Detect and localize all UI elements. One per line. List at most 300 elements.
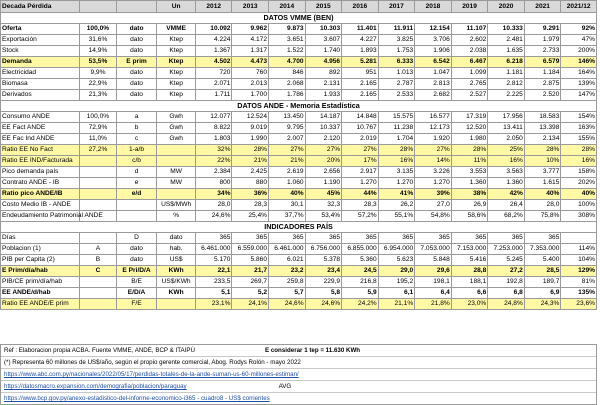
table-row <box>1 112 597 123</box>
table-cell: F/E <box>116 299 157 310</box>
header-cell: Un <box>157 1 196 13</box>
table-cell: 2.765 <box>451 79 488 90</box>
table-cell: 5,2 <box>232 288 269 299</box>
table-cell: 4.502 <box>195 57 232 68</box>
table-cell: 3.135 <box>378 167 415 178</box>
table-cell: 5,9 <box>342 288 379 299</box>
table-cell: b <box>116 123 157 134</box>
table-cell: 14.848 <box>342 112 379 123</box>
table-cell: 23,2 <box>269 266 306 277</box>
table-cell: 7.253.000 <box>488 244 525 255</box>
table-cell: 36% <box>232 189 269 200</box>
row-label: Endeudamiento Patrimonial ANDE <box>1 211 80 222</box>
table-cell: 5.848 <box>415 255 452 266</box>
table-cell: 53,4% <box>305 211 342 222</box>
table-cell: 28,0 <box>195 200 232 211</box>
table-cell: 34% <box>195 189 232 200</box>
table-cell: dato <box>116 90 157 101</box>
table-cell: 30,1 <box>269 200 306 211</box>
table-cell: 365 <box>451 233 488 244</box>
table-cell: 6.559.000 <box>232 244 269 255</box>
table-cell: 72,9% <box>80 123 117 134</box>
table-row <box>1 288 597 299</box>
row-label: Ratio EE IND/Facturada <box>1 156 80 167</box>
table-cell: 1.270 <box>342 178 379 189</box>
row-label: Exportación <box>1 35 80 46</box>
section-title-row <box>1 101 597 112</box>
table-cell: 1.013 <box>378 68 415 79</box>
table-cell: 11.911 <box>378 24 415 35</box>
table-cell: dato <box>116 46 157 57</box>
table-cell: 12.520 <box>451 123 488 134</box>
table-cell: 155% <box>561 134 597 145</box>
row-label: Oferta <box>1 24 80 35</box>
table-cell: 1.753 <box>378 46 415 57</box>
source-link-bcp[interactable]: https://www.bcp.gov.py/anexo-estadistico-del-informe-economico-i365 - cuadro8 - US$ corrientes <box>4 395 270 402</box>
section-title: DATOS ANDE - Memoria Estadística <box>1 101 597 112</box>
table-cell: 2.619 <box>269 167 306 178</box>
row-label: Consumo ANDE <box>1 112 80 123</box>
header-cell: 2018 <box>415 1 452 13</box>
table-cell: 2.050 <box>488 134 525 145</box>
table-cell <box>157 156 196 167</box>
table-cell: 25% <box>488 145 525 156</box>
table-cell: 27% <box>342 145 379 156</box>
table-cell: 27% <box>269 145 306 156</box>
table-cell <box>116 211 157 222</box>
table-cell: dato <box>116 255 157 266</box>
table-cell: 3.553 <box>451 167 488 178</box>
table-cell: 28,3 <box>232 200 269 211</box>
table-cell: 233,5 <box>195 277 232 288</box>
table-row <box>1 244 597 255</box>
table-cell: 2.527 <box>451 90 488 101</box>
table-cell: 29,6 <box>415 266 452 277</box>
header-cell <box>80 1 117 13</box>
table-cell <box>80 299 117 310</box>
table-cell: 1.615 <box>524 178 561 189</box>
table-cell: 1.099 <box>451 68 488 79</box>
table-cell: 202% <box>561 178 597 189</box>
table-cell: 2.520 <box>524 90 561 101</box>
table-cell: 164% <box>561 68 597 79</box>
header-cell <box>116 1 157 13</box>
table-cell: 198,1 <box>415 277 452 288</box>
table-cell: 1.740 <box>305 46 342 57</box>
header-cell: 2020 <box>488 1 525 13</box>
table-cell: 23,4 <box>305 266 342 277</box>
table-cell: 2.120 <box>305 134 342 145</box>
section-title-row <box>1 13 597 24</box>
table-cell: 1.047 <box>415 68 452 79</box>
table-cell: 154% <box>561 112 597 123</box>
table-cell: 1.184 <box>524 68 561 79</box>
table-cell: 26,9 <box>451 200 488 211</box>
table-cell: 40% <box>524 189 561 200</box>
table-cell: 720 <box>195 68 232 79</box>
table-cell: 13.398 <box>524 123 561 134</box>
table-cell: 24,8% <box>488 299 525 310</box>
reference-note: Ref : Elaboracion propia ACBA. Fuente VMME, ANDE, BCP & ITAIPÚ <box>4 347 195 354</box>
table-cell: 9.795 <box>269 123 306 134</box>
table-cell: 6.542 <box>415 57 452 68</box>
table-cell: Gwh <box>157 112 196 123</box>
table-cell: 365 <box>232 233 269 244</box>
table-cell: 4.700 <box>269 57 306 68</box>
table-cell: 7.353.000 <box>524 244 561 255</box>
table-cell: 308% <box>561 211 597 222</box>
table-cell: 11.401 <box>342 24 379 35</box>
table-cell: 269,7 <box>232 277 269 288</box>
table-cell: 195,2 <box>378 277 415 288</box>
table-cell: 2.813 <box>415 79 452 90</box>
table-cell: 6,9 <box>524 288 561 299</box>
table-cell: 188,1 <box>451 277 488 288</box>
table-cell: B/E <box>116 277 157 288</box>
table-cell: 21% <box>232 156 269 167</box>
table-cell: 57,2% <box>342 211 379 222</box>
table-cell: Ktep <box>157 46 196 57</box>
table-row <box>1 211 597 222</box>
table-cell: 22,9% <box>80 79 117 90</box>
source-link-abc[interactable]: https://www.abc.com.py/nacionales/2022/05/17/perdidas-totales-de-la-ande-suman-us-60-millones-estiman/ <box>4 371 299 378</box>
table-cell: 2.425 <box>232 167 269 178</box>
table-cell: Ktep <box>157 35 196 46</box>
table-cell: 3.226 <box>415 167 452 178</box>
table-cell: 1.317 <box>232 46 269 57</box>
table-cell: 158% <box>561 167 597 178</box>
table-cell: dato <box>116 24 157 35</box>
table-cell: 23,1% <box>195 299 232 310</box>
row-label: EE ANDE/d/hab <box>1 288 80 299</box>
table-row <box>1 266 597 277</box>
table-cell: 3.651 <box>269 35 306 46</box>
table-cell: c/b <box>116 156 157 167</box>
table-cell: 4.224 <box>195 35 232 46</box>
table-cell: 9.019 <box>232 123 269 134</box>
table-cell: 28% <box>232 145 269 156</box>
table-cell: 11% <box>451 156 488 167</box>
table-cell: C <box>80 266 117 277</box>
table-cell: 17% <box>342 156 379 167</box>
table-cell: 2.656 <box>305 167 342 178</box>
table-cell: 139% <box>561 79 597 90</box>
table-cell: 17.956 <box>488 112 525 123</box>
table-cell: 1.920 <box>415 134 452 145</box>
table-cell: 6.461.000 <box>195 244 232 255</box>
row-label: E Prim/día/hab <box>1 266 80 277</box>
table-cell: 1.360 <box>488 178 525 189</box>
table-cell: 259,8 <box>269 277 306 288</box>
table-cell: 892 <box>305 68 342 79</box>
table-cell: 1.906 <box>415 46 452 57</box>
table-cell: 1.270 <box>415 178 452 189</box>
row-label: PIB per Capita (2) <box>1 255 80 266</box>
table-cell: 104% <box>561 255 597 266</box>
table-cell: 5,7 <box>269 288 306 299</box>
table-cell: 11,0% <box>80 134 117 145</box>
table-cell: 2.733 <box>524 46 561 57</box>
table-cell: 4.172 <box>232 35 269 46</box>
table-cell: A <box>80 244 117 255</box>
table-cell: 846 <box>269 68 306 79</box>
table-cell: 6,6 <box>451 288 488 299</box>
table-cell: 1.933 <box>305 90 342 101</box>
table-cell: 10.303 <box>305 24 342 35</box>
table-cell: 2.533 <box>378 90 415 101</box>
table-cell: 365 <box>305 233 342 244</box>
table-cell: 880 <box>232 178 269 189</box>
table-cell <box>80 189 117 200</box>
avg-label: AVG <box>278 383 292 390</box>
table-cell: 5.245 <box>488 255 525 266</box>
table-cell: 1-a/b <box>116 145 157 156</box>
table-cell <box>80 200 117 211</box>
table-cell: US$ <box>157 255 196 266</box>
table-cell: 951 <box>342 68 379 79</box>
table-cell: US$/KWh <box>157 277 196 288</box>
table-row <box>1 46 597 57</box>
table-cell: 10.092 <box>195 24 232 35</box>
table-cell: 26,4 <box>488 200 525 211</box>
table-cell: 24,6% <box>269 299 306 310</box>
table-cell: KWh <box>157 288 196 299</box>
table-cell: 2.007 <box>269 134 306 145</box>
conversion-note: E considerar 1 tep = 11.630 KWh <box>264 347 361 354</box>
table-cell: 6,1 <box>378 288 415 299</box>
table-cell: 1.704 <box>378 134 415 145</box>
table-cell: 27,2 <box>488 266 525 277</box>
table-cell: 365 <box>524 233 561 244</box>
table-cell: 17.319 <box>451 112 488 123</box>
table-cell: Ktep <box>157 57 196 68</box>
table-cell: 11.238 <box>378 123 415 134</box>
table-row <box>1 123 597 134</box>
table-cell: 12.154 <box>415 24 452 35</box>
table-cell: 27,0 <box>415 200 452 211</box>
table-cell: 2.602 <box>451 35 488 46</box>
table-cell: 21,3% <box>80 90 117 101</box>
table-cell: 800 <box>195 178 232 189</box>
source-link-datosmacro[interactable]: https://datosmacro.expansion.com/demografia/poblacion/paraguay <box>4 383 187 390</box>
table-cell: 27% <box>415 145 452 156</box>
table-cell: dato <box>157 233 196 244</box>
table-cell: % <box>157 211 196 222</box>
table-cell: 5.360 <box>342 255 379 266</box>
table-cell: 6.467 <box>451 57 488 68</box>
table-cell <box>80 178 117 189</box>
row-label: Ratio pico ANDE/IB <box>1 189 80 200</box>
table-cell: 2.917 <box>342 167 379 178</box>
table-cell: 147% <box>561 90 597 101</box>
table-cell: 16% <box>488 156 525 167</box>
table-cell: 5.378 <box>305 255 342 266</box>
table-cell: 5.170 <box>195 255 232 266</box>
table-cell: 20% <box>305 156 342 167</box>
table-cell: US$/MWh <box>157 200 196 211</box>
table-cell: dato <box>116 68 157 79</box>
section-title-row <box>1 222 597 233</box>
table-cell: 38% <box>451 189 488 200</box>
table-cell: 4.227 <box>342 35 379 46</box>
table-cell: 5,1 <box>195 288 232 299</box>
table-cell: 3.607 <box>305 35 342 46</box>
table-cell: 16% <box>561 156 597 167</box>
table-cell: Ktep <box>157 90 196 101</box>
row-label: EE Fact ANDE <box>1 123 80 134</box>
row-label: Stock <box>1 46 80 57</box>
table-cell: 192,8 <box>488 277 525 288</box>
table-cell: 2.682 <box>415 90 452 101</box>
table-cell: 6.021 <box>269 255 306 266</box>
table-cell: 2.384 <box>195 167 232 178</box>
table-cell: 13.411 <box>488 123 525 134</box>
table-cell <box>80 167 117 178</box>
table-cell <box>80 288 117 299</box>
table-cell: 21,8% <box>415 299 452 310</box>
table-cell <box>157 189 196 200</box>
table-cell: 5.416 <box>451 255 488 266</box>
table-row <box>1 68 597 79</box>
table-cell: 146% <box>561 57 597 68</box>
table-cell: 47% <box>561 35 597 46</box>
table-cell: 365 <box>195 233 232 244</box>
table-cell: 21,7 <box>232 266 269 277</box>
header-cell: 2021/12 <box>561 1 597 13</box>
table-cell: 1.700 <box>232 90 269 101</box>
table-cell: 27% <box>305 145 342 156</box>
table-cell: MW <box>157 167 196 178</box>
table-cell: 1.979 <box>524 35 561 46</box>
table-cell: 16% <box>378 156 415 167</box>
table-cell: 1.181 <box>488 68 525 79</box>
table-cell: 13.450 <box>269 112 306 123</box>
table-cell: 365 <box>415 233 452 244</box>
table-cell: 3.706 <box>415 35 452 46</box>
table-cell: 365 <box>488 233 525 244</box>
table-cell: 75,8% <box>524 211 561 222</box>
table-cell: 2.787 <box>378 79 415 90</box>
table-cell: 2.038 <box>451 46 488 57</box>
table-cell: 100% <box>561 200 597 211</box>
table-cell: 45% <box>305 189 342 200</box>
table-cell: 6,8 <box>488 288 525 299</box>
table-cell: KWh <box>157 266 196 277</box>
table-cell: 9.962 <box>232 24 269 35</box>
row-label: Días <box>1 233 80 244</box>
table-cell: 100,0% <box>80 112 117 123</box>
table-cell: 39% <box>415 189 452 200</box>
table-cell: 1.980 <box>451 134 488 145</box>
table-cell: 23,0% <box>451 299 488 310</box>
table-cell <box>116 200 157 211</box>
table-cell: 15.575 <box>378 112 415 123</box>
table-cell: 29,0 <box>378 266 415 277</box>
table-cell: 7.053.000 <box>415 244 452 255</box>
header-cell: 2014 <box>269 1 306 13</box>
table-cell: 760 <box>232 68 269 79</box>
table-cell: 1.060 <box>269 178 306 189</box>
header-cell: 2012 <box>195 1 232 13</box>
table-row <box>1 79 597 90</box>
table-cell: 25,4% <box>232 211 269 222</box>
table-cell: 81% <box>561 277 597 288</box>
table-cell: 1.893 <box>342 46 379 57</box>
table-cell: 14,9% <box>80 46 117 57</box>
table-cell: 2.131 <box>305 79 342 90</box>
row-label: PIB/CE prim/día/hab <box>1 277 80 288</box>
table-cell: 68,2% <box>488 211 525 222</box>
table-cell: 2.875 <box>524 79 561 90</box>
table-row <box>1 233 597 244</box>
table-cell: 14% <box>415 156 452 167</box>
table-cell: 24,6% <box>195 211 232 222</box>
row-label: Biomasa <box>1 79 80 90</box>
table-cell: 12.173 <box>415 123 452 134</box>
table-cell: 10.767 <box>342 123 379 134</box>
row-label: Derivados <box>1 90 80 101</box>
table-cell: 2.812 <box>488 79 525 90</box>
table-cell: 5.860 <box>232 255 269 266</box>
table-cell: 6.333 <box>378 57 415 68</box>
table-cell: 1.711 <box>195 90 232 101</box>
table-cell: a <box>116 112 157 123</box>
table-cell: 10% <box>524 156 561 167</box>
table-cell: 53,5% <box>80 57 117 68</box>
table-row <box>1 35 597 46</box>
table-cell: 4.956 <box>305 57 342 68</box>
table-cell: 1.522 <box>269 46 306 57</box>
table-cell: 24,2% <box>342 299 379 310</box>
table-cell: 1.360 <box>451 178 488 189</box>
table-row <box>1 57 597 68</box>
table-cell: 6,4 <box>415 288 452 299</box>
table-cell: d <box>116 167 157 178</box>
table-cell <box>561 233 597 244</box>
table-cell: E/D/A <box>116 288 157 299</box>
table-cell: 114% <box>561 244 597 255</box>
table-cell <box>80 233 117 244</box>
table-cell <box>80 277 117 288</box>
table-cell: 229,9 <box>305 277 342 288</box>
table-cell: 6.855.000 <box>342 244 379 255</box>
table-cell: 6.756.000 <box>305 244 342 255</box>
table-row <box>1 277 597 288</box>
table-cell: dato <box>116 35 157 46</box>
table-cell: 365 <box>378 233 415 244</box>
table-cell: 1.990 <box>232 134 269 145</box>
table-cell: VMME <box>157 24 196 35</box>
table-cell: 21% <box>269 156 306 167</box>
table-row <box>1 90 597 101</box>
table-cell: 28,0 <box>524 200 561 211</box>
table-cell: 9.291 <box>524 24 561 35</box>
table-cell: 14.187 <box>305 112 342 123</box>
table-row <box>1 299 597 310</box>
header-cell: 2016 <box>342 1 379 13</box>
table-cell: 3.777 <box>524 167 561 178</box>
header-cell: 2021 <box>524 1 561 13</box>
table-cell: 5,8 <box>305 288 342 299</box>
footnote-1: (*) Representa 60 millones de US$/año, según el propio gerente comercial, Abog. Rodys Rolón - mayo 2022 <box>4 359 301 366</box>
table-cell: E Pri/D/A <box>116 266 157 277</box>
table-cell: MW <box>157 178 196 189</box>
table-cell: 28,8 <box>451 266 488 277</box>
table-cell: 55,1% <box>378 211 415 222</box>
table-cell: 28% <box>378 145 415 156</box>
table-cell: 5.400 <box>524 255 561 266</box>
table-row <box>1 200 597 211</box>
